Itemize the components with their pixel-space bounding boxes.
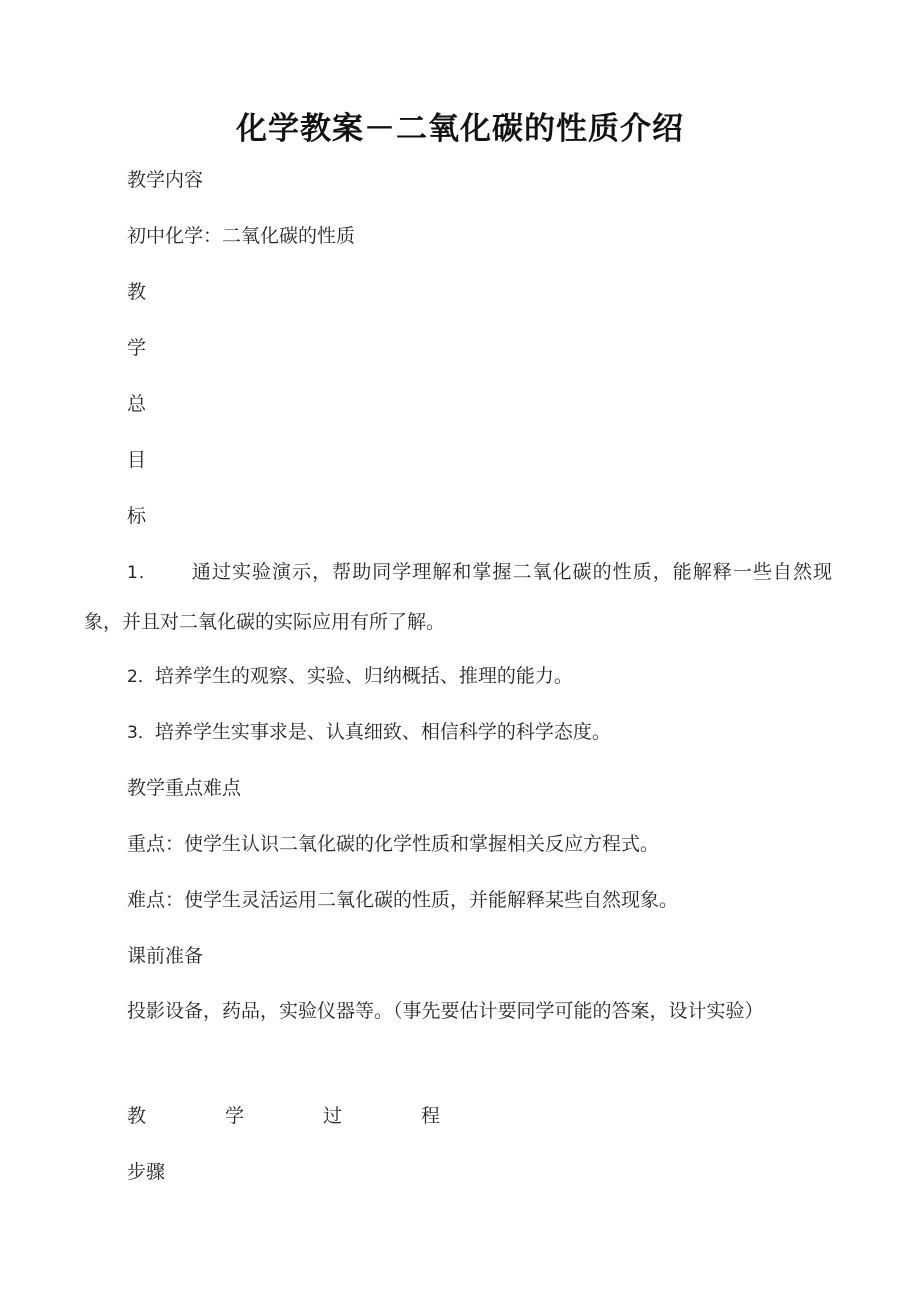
content-heading: 教学内容 (127, 169, 204, 191)
document-title: 化学教案－二氧化碳的性质介绍 (236, 111, 684, 147)
goal-char-4: 目 (127, 449, 147, 471)
steps-label: 步骤 (127, 1161, 166, 1183)
goal-item-1 (84, 548, 832, 647)
process-char-2: 学 (225, 1105, 245, 1127)
key-point: 重点：使学生认识二氧化碳的化学性质和掌握相关反应方程式。 (127, 833, 660, 855)
prep-text: 投影设备，药品，实验仪器等。（事先要估计要同学可能的答案，设计实验） (127, 1000, 764, 1022)
goal-char-5: 标 (127, 505, 147, 527)
goal-text-3: 培养学生实事求是、认真细致、相信科学的科学态度。 (154, 721, 611, 743)
goal-char-1: 教 (127, 281, 147, 303)
goal-text-2: 培养学生的观察、实验、归纳概括、推理的能力。 (154, 665, 573, 687)
goal-text-1: 通过实验演示，帮助同学理解和掌握二氧化碳的性质，能解释一些自然现象，并且对二氧化碳的实际应用有所了解。 (84, 561, 832, 633)
difficult-point: 难点：使学生灵活运用二氧化碳的性质，并能解释某些自然现象。 (127, 889, 679, 911)
goal-char-2: 学 (127, 337, 147, 359)
goal-item-2 (127, 664, 573, 689)
process-heading (127, 1104, 519, 1128)
goal-item-3 (127, 720, 611, 745)
process-char-1: 教 (127, 1105, 147, 1127)
goal-number-3: 3． (127, 723, 155, 743)
prep-heading: 课前准备 (127, 945, 204, 967)
process-char-4: 程 (421, 1105, 441, 1127)
process-char-3: 过 (323, 1105, 343, 1127)
goal-number-2: 2． (127, 667, 155, 687)
content-text: 初中化学：二氧化碳的性质 (127, 225, 356, 247)
key-heading: 教学重点难点 (127, 777, 242, 799)
goal-number-1: 1． (127, 563, 157, 583)
goal-char-3: 总 (127, 393, 147, 415)
